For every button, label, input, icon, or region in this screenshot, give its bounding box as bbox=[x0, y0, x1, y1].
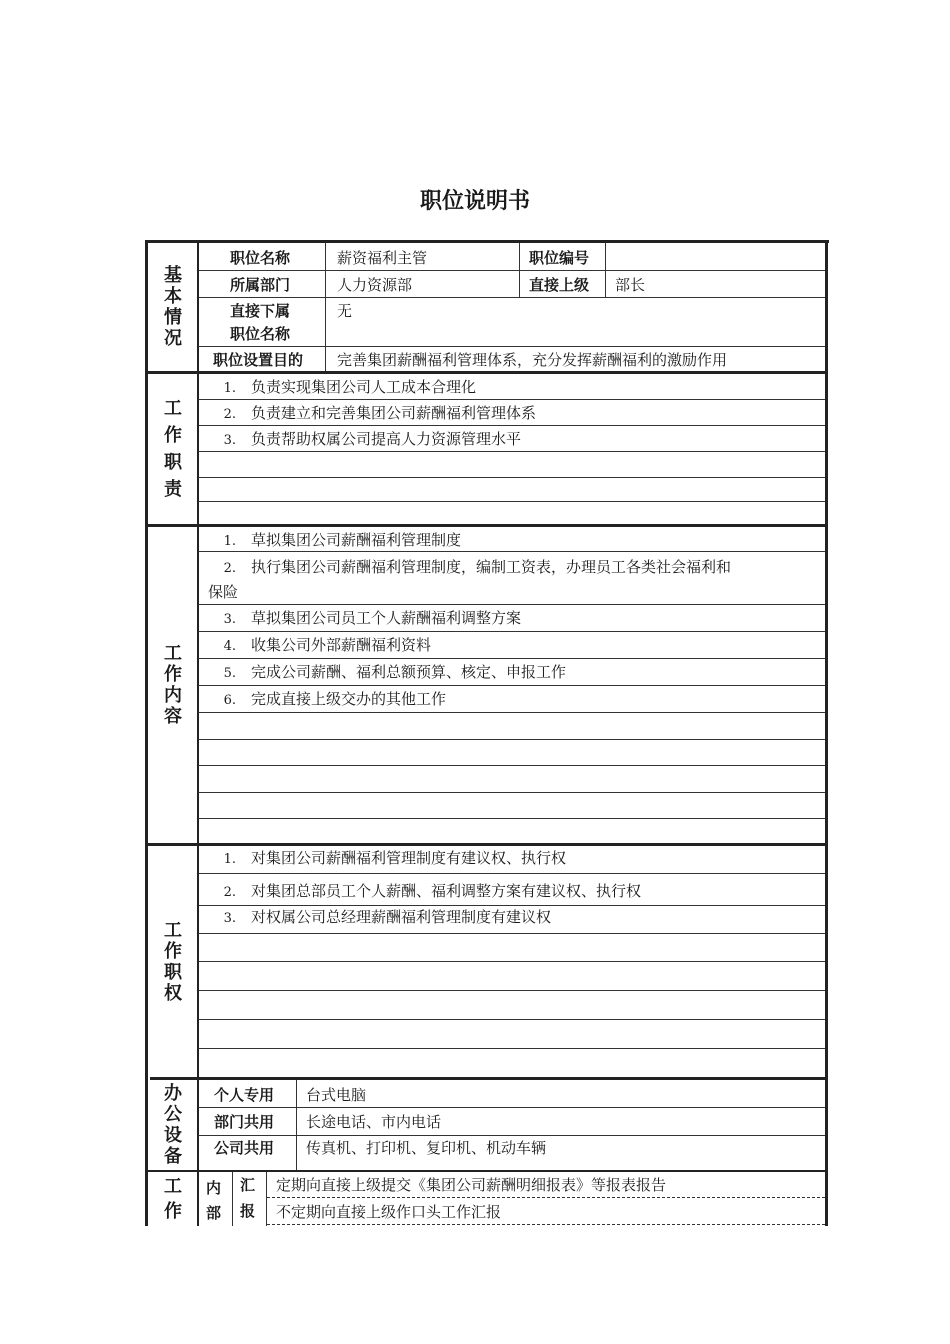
row-line bbox=[198, 297, 825, 298]
equipment-company-value: 传真机、打印机、复印机、机动车辆 bbox=[306, 1139, 547, 1157]
row-line bbox=[198, 1048, 825, 1049]
section-label-text: 办公设备 bbox=[164, 1083, 182, 1167]
row-line bbox=[198, 501, 825, 502]
page-title: 职位说明书 bbox=[419, 189, 530, 214]
department-value: 人力资源部 bbox=[337, 276, 413, 294]
row-line bbox=[198, 1107, 825, 1108]
col-line bbox=[266, 1172, 267, 1226]
subordinate-label-line1: 直接下属 bbox=[230, 302, 291, 320]
subordinate-value: 无 bbox=[337, 302, 353, 320]
equipment-department-label: 部门共用 bbox=[214, 1113, 275, 1131]
section-label-duties bbox=[148, 374, 198, 524]
purpose-label: 职位设置目的 bbox=[213, 351, 304, 369]
content-item bbox=[208, 528, 461, 554]
item-number: 3. bbox=[223, 612, 236, 627]
item-text: 草拟集团公司员工个人薪酬福利调整方案 bbox=[251, 609, 522, 627]
item-text: 负责帮助权属公司提高人力资源管理水平 bbox=[251, 430, 522, 448]
item-text: 对集团公司薪酬福利管理制度有建议权、执行权 bbox=[251, 849, 567, 867]
row-line bbox=[198, 990, 825, 991]
content-item bbox=[208, 633, 431, 659]
section-label-basic bbox=[148, 243, 198, 371]
duty-item bbox=[208, 401, 536, 427]
section-label-content bbox=[148, 527, 198, 843]
item-number: 4. bbox=[223, 639, 236, 654]
item-number: 1. bbox=[223, 381, 236, 396]
row-line bbox=[198, 477, 825, 478]
row-line bbox=[198, 270, 825, 271]
item-text: 负责建立和完善集团公司薪酬福利管理体系 bbox=[251, 404, 537, 422]
position-id-label: 职位编号 bbox=[529, 249, 590, 267]
row-line bbox=[198, 765, 825, 766]
content-item-continuation: 保险 bbox=[208, 583, 239, 601]
col-line bbox=[296, 1080, 297, 1170]
row-line bbox=[198, 604, 825, 605]
row-line bbox=[198, 933, 825, 934]
equipment-personal-value: 台式电脑 bbox=[306, 1086, 367, 1104]
authority-item bbox=[208, 846, 566, 872]
item-number: 2. bbox=[223, 561, 236, 576]
row-line bbox=[198, 1019, 825, 1020]
section-label-text: 基本情况 bbox=[164, 265, 182, 349]
item-number: 3. bbox=[223, 433, 236, 448]
section-label-authority bbox=[148, 846, 198, 1077]
row-line bbox=[198, 346, 825, 347]
equipment-company-label: 公司共用 bbox=[214, 1139, 275, 1157]
superior-label: 直接上级 bbox=[529, 276, 590, 294]
content-item bbox=[208, 555, 731, 581]
item-number: 6. bbox=[223, 693, 236, 708]
row-line bbox=[198, 792, 825, 793]
section-label-text: 工作职权 bbox=[164, 919, 182, 1004]
section-label-text: 工作职责 bbox=[164, 398, 182, 500]
row-line bbox=[198, 873, 825, 874]
equipment-personal-label: 个人专用 bbox=[214, 1086, 275, 1104]
duty-item bbox=[208, 427, 521, 453]
department-label: 所属部门 bbox=[230, 276, 291, 294]
item-number: 1. bbox=[223, 534, 236, 549]
item-number: 2. bbox=[223, 407, 236, 422]
item-text: 完成直接上级交办的其他工作 bbox=[251, 690, 447, 708]
item-text: 负责实现集团公司人工成本合理化 bbox=[251, 378, 477, 396]
dashed-line bbox=[267, 1197, 825, 1198]
item-text: 完成公司薪酬、福利总额预算、核定、申报工作 bbox=[251, 663, 567, 681]
col-line bbox=[232, 1172, 233, 1226]
section-divider bbox=[145, 524, 828, 527]
internal-label: 内部 bbox=[206, 1179, 222, 1222]
item-number: 2. bbox=[223, 885, 236, 900]
section-label-equipment bbox=[148, 1080, 198, 1170]
item-text: 草拟集团公司薪酬福利管理制度 bbox=[251, 531, 462, 549]
subordinate-label-line2: 职位名称 bbox=[230, 325, 291, 343]
report-label: 汇报 bbox=[240, 1176, 256, 1220]
superior-value: 部长 bbox=[615, 276, 646, 294]
position-name-label: 职位名称 bbox=[230, 249, 291, 267]
row-line bbox=[198, 961, 825, 962]
relation-item: 定期向直接上级提交《集团公司薪酬明细报表》等报表报告 bbox=[276, 1176, 667, 1194]
item-text: 对集团总部员工个人薪酬、福利调整方案有建议权、执行权 bbox=[251, 882, 642, 900]
col-line bbox=[519, 243, 520, 297]
item-text: 对权属公司总经理薪酬福利管理制度有建议权 bbox=[251, 908, 552, 926]
purpose-value: 完善集团薪酬福利管理体系，充分发挥薪酬福利的激励作用 bbox=[337, 351, 728, 369]
relation-item: 不定期向直接上级作口头工作汇报 bbox=[276, 1203, 502, 1221]
item-text: 收集公司外部薪酬福利资料 bbox=[251, 636, 432, 654]
authority-item bbox=[208, 905, 551, 931]
section-divider bbox=[150, 1077, 828, 1080]
item-number: 3. bbox=[223, 911, 236, 926]
content-item bbox=[208, 606, 521, 632]
section-label-text: 工作内容 bbox=[164, 643, 182, 727]
col-line bbox=[605, 243, 606, 297]
item-text: 执行集团公司薪酬福利管理制度，编制工资表，办理员工各类社会福利和 bbox=[251, 558, 732, 576]
authority-item bbox=[208, 879, 641, 905]
equipment-department-value: 长途电话、市内电话 bbox=[306, 1113, 442, 1131]
dashed-line bbox=[267, 1224, 825, 1225]
row-line bbox=[198, 818, 825, 819]
table-top-border bbox=[145, 240, 829, 243]
item-number: 5. bbox=[223, 666, 236, 681]
section-label-relations bbox=[148, 1172, 198, 1226]
duty-item bbox=[208, 375, 476, 401]
content-item bbox=[208, 687, 446, 713]
row-line bbox=[198, 739, 825, 740]
position-name-value: 薪资福利主管 bbox=[337, 249, 428, 267]
item-number: 1. bbox=[223, 852, 236, 867]
content-item bbox=[208, 660, 566, 686]
col-line bbox=[325, 243, 326, 371]
section-label-text: 工作 bbox=[164, 1176, 182, 1222]
